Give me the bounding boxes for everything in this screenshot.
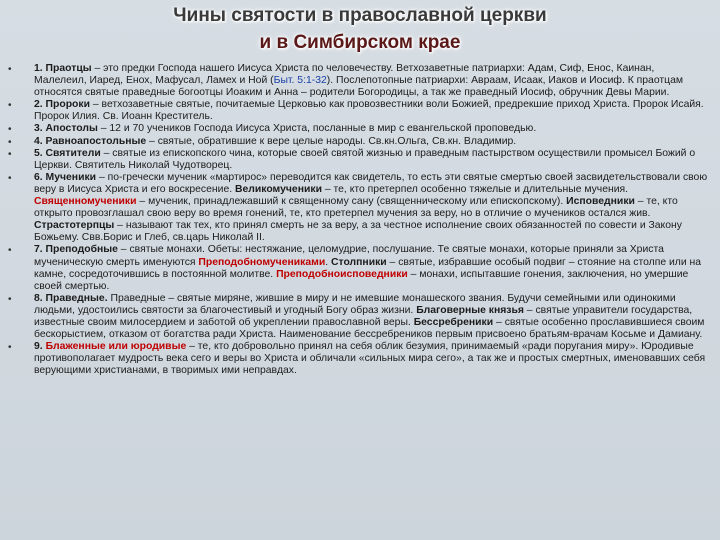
item-text: ). Послепотопные патриархи: Авраам, Исаак, Иаков и Иосиф. К праотцам относятся святые праведные богоотцы Иоаким и Анна – родители Богородицы, а так же праведный Иосиф, обручник Девы Марии. — [34, 75, 684, 99]
bullet-icon: • — [8, 100, 12, 112]
list-item-blazhennye — [8, 341, 708, 377]
item-text: – святые, обратившие к вере целые народы. Св.кн.Ольга, Св.кн. Владимир. — [146, 135, 517, 147]
term-velikomucheniki: Великомученики — [235, 183, 322, 195]
page-title — [0, 2, 720, 56]
item-text: – те, кто претерпел особенно тяжелые и длительные мучения. — [321, 183, 629, 195]
item-text: – 12 и 70 учеников Господа Иисуса Христа, посланные в мир с евангельской проповедью. — [97, 123, 537, 135]
bullet-icon: • — [8, 245, 12, 257]
item-text: – мученик, принадлежавший к священному сану (священническому или епископскому). — [136, 196, 567, 208]
bullet-icon: • — [8, 64, 12, 75]
bible-reference-link[interactable]: Быт. 5:1-32 — [273, 75, 327, 87]
list-item-mucheniki — [8, 172, 708, 245]
bullet-icon: • — [8, 136, 12, 148]
item-heading: 4. Равноапостольные — [34, 135, 147, 147]
bullet-icon: • — [8, 148, 12, 160]
term-prepodobnoispovedniki: Преподобноисповедники — [276, 268, 408, 280]
term-ispovedniki: Исповедники — [566, 196, 635, 208]
item-heading: 9. — [34, 341, 46, 353]
item-heading: 8. Праведные. — [34, 292, 108, 304]
term-svyashchennomucheniki: Священномученики — [34, 196, 137, 208]
list-item-proroki — [8, 99, 708, 123]
list-item-praotsy — [8, 63, 708, 99]
item-text: – ветхозаветные святые, почитаемые Церковью как провозвестники воли Божией, предрекшие приход Христа. Пророк Исайя. Пророк Илия. Св. Иоанн Креститель. — [34, 99, 704, 123]
term-blagovernye-knyazya: Благоверные князья — [416, 304, 524, 316]
item-heading: 7. Преподобные — [34, 244, 118, 256]
item-text: – святые, избравшие особый подвиг – стояние на столпе или на камне, сосредоточившись в постоянной молитве. — [34, 256, 702, 280]
term-bessrebreniki: Бессребреники — [413, 316, 494, 328]
list-item-pravednye — [8, 293, 708, 341]
ranks-list — [8, 63, 708, 377]
item-text: – те, кто добровольно принял на себя облик безумия, принимаемый «ради поругания миру». Юродивые противополагает мудрость века сего и веры во Христа и обличали «сильных мира сего», а так же и простых смертных, именовавших себя верующими христианами, в творимых ими неправдах. — [34, 341, 706, 377]
term-blazhennye-yurodivye: Блаженные или юродивые — [45, 341, 187, 353]
item-text: – называют так тех, кто принял смерть не за веру, а за честное исполнение своих обязанностей по совести и Закону Божьему. Свв.Борис и Глеб, св.царь Николай II. — [34, 220, 682, 244]
list-item-prepodobnye — [8, 244, 708, 292]
bullet-icon: • — [8, 293, 12, 305]
item-text: . — [325, 256, 331, 268]
list-item-apostoly — [8, 123, 708, 135]
term-strastoterptsy: Страстотерпцы — [34, 220, 115, 232]
item-heading: 6. Мученики — [34, 171, 97, 183]
item-text: – святые из епископского чина, которые своей святой жизнью и праведным пастырством осуществили промысел Божий о Церкви. Святитель Николай Чудотворец. — [34, 147, 696, 171]
bullet-icon: • — [8, 342, 12, 354]
title-line-1: Чины святости в православной церкви — [173, 5, 547, 26]
item-text: Праведные – святые миряне, жившие в миру и не имевшие монашеского звания. Будучи семейными или одинокими людьми, удостоились святости за благочестивый и угодный Богу образ жизни. — [34, 292, 676, 316]
item-heading: 3. Апостолы — [34, 123, 98, 135]
item-text: – святые особенно прославившиеся своим бескорыстием, отказом от богатства ради Христа. Наименование бессребреников первым присвоено братьям-врачам Косьме и Дамиану. — [34, 316, 705, 341]
item-text: – святые монахи. Обеты: нестяжание, целомудрие, послушание. Те святые монахи, которые приняли за Христа мученическую смерть именуются — [34, 244, 664, 268]
bullet-icon: • — [8, 172, 12, 184]
item-text: – по-гречески мученик «мартирос» переводится как свидетель, то есть эти святые смертью своей засвидетельствовали свою веру в Иисуса Христа и его воскресение. — [34, 171, 708, 195]
item-text: – те, кто открыто провозглашал свою веру во время гонений, те, кто претерпел мучения за веру, но в отличие о мучеников остался жив. — [34, 196, 678, 220]
item-text: – монахи, испытавшие гонения, заключения, но умершие своей смертью. — [34, 268, 689, 292]
item-text: – это предки Господа нашего Иисуса Христа по человечеству. Ветхозаветные патриархи: Адам, Сиф, Енос, Каинан, Малелеил, Иаред, Енох, Мафусал, Ламех и Ной ( — [34, 63, 655, 87]
item-text: – святые управители государства, известные своим милосердием и заботой об укреплении православной веры. — [34, 304, 693, 328]
item-heading: 5. Святители — [34, 147, 101, 159]
item-heading: 1. Праотцы — [34, 63, 92, 74]
term-prepodobnomucheniki: Преподобномучениками — [198, 256, 326, 268]
item-heading: 2. Пророки — [34, 99, 90, 111]
title-line-2: и в Симбирском крае — [259, 32, 461, 53]
bullet-icon: • — [8, 124, 12, 136]
term-stolpniki: Столпники — [331, 256, 387, 268]
list-item-svyatiteli — [8, 148, 708, 172]
list-item-ravnoapostolnye — [8, 136, 708, 148]
